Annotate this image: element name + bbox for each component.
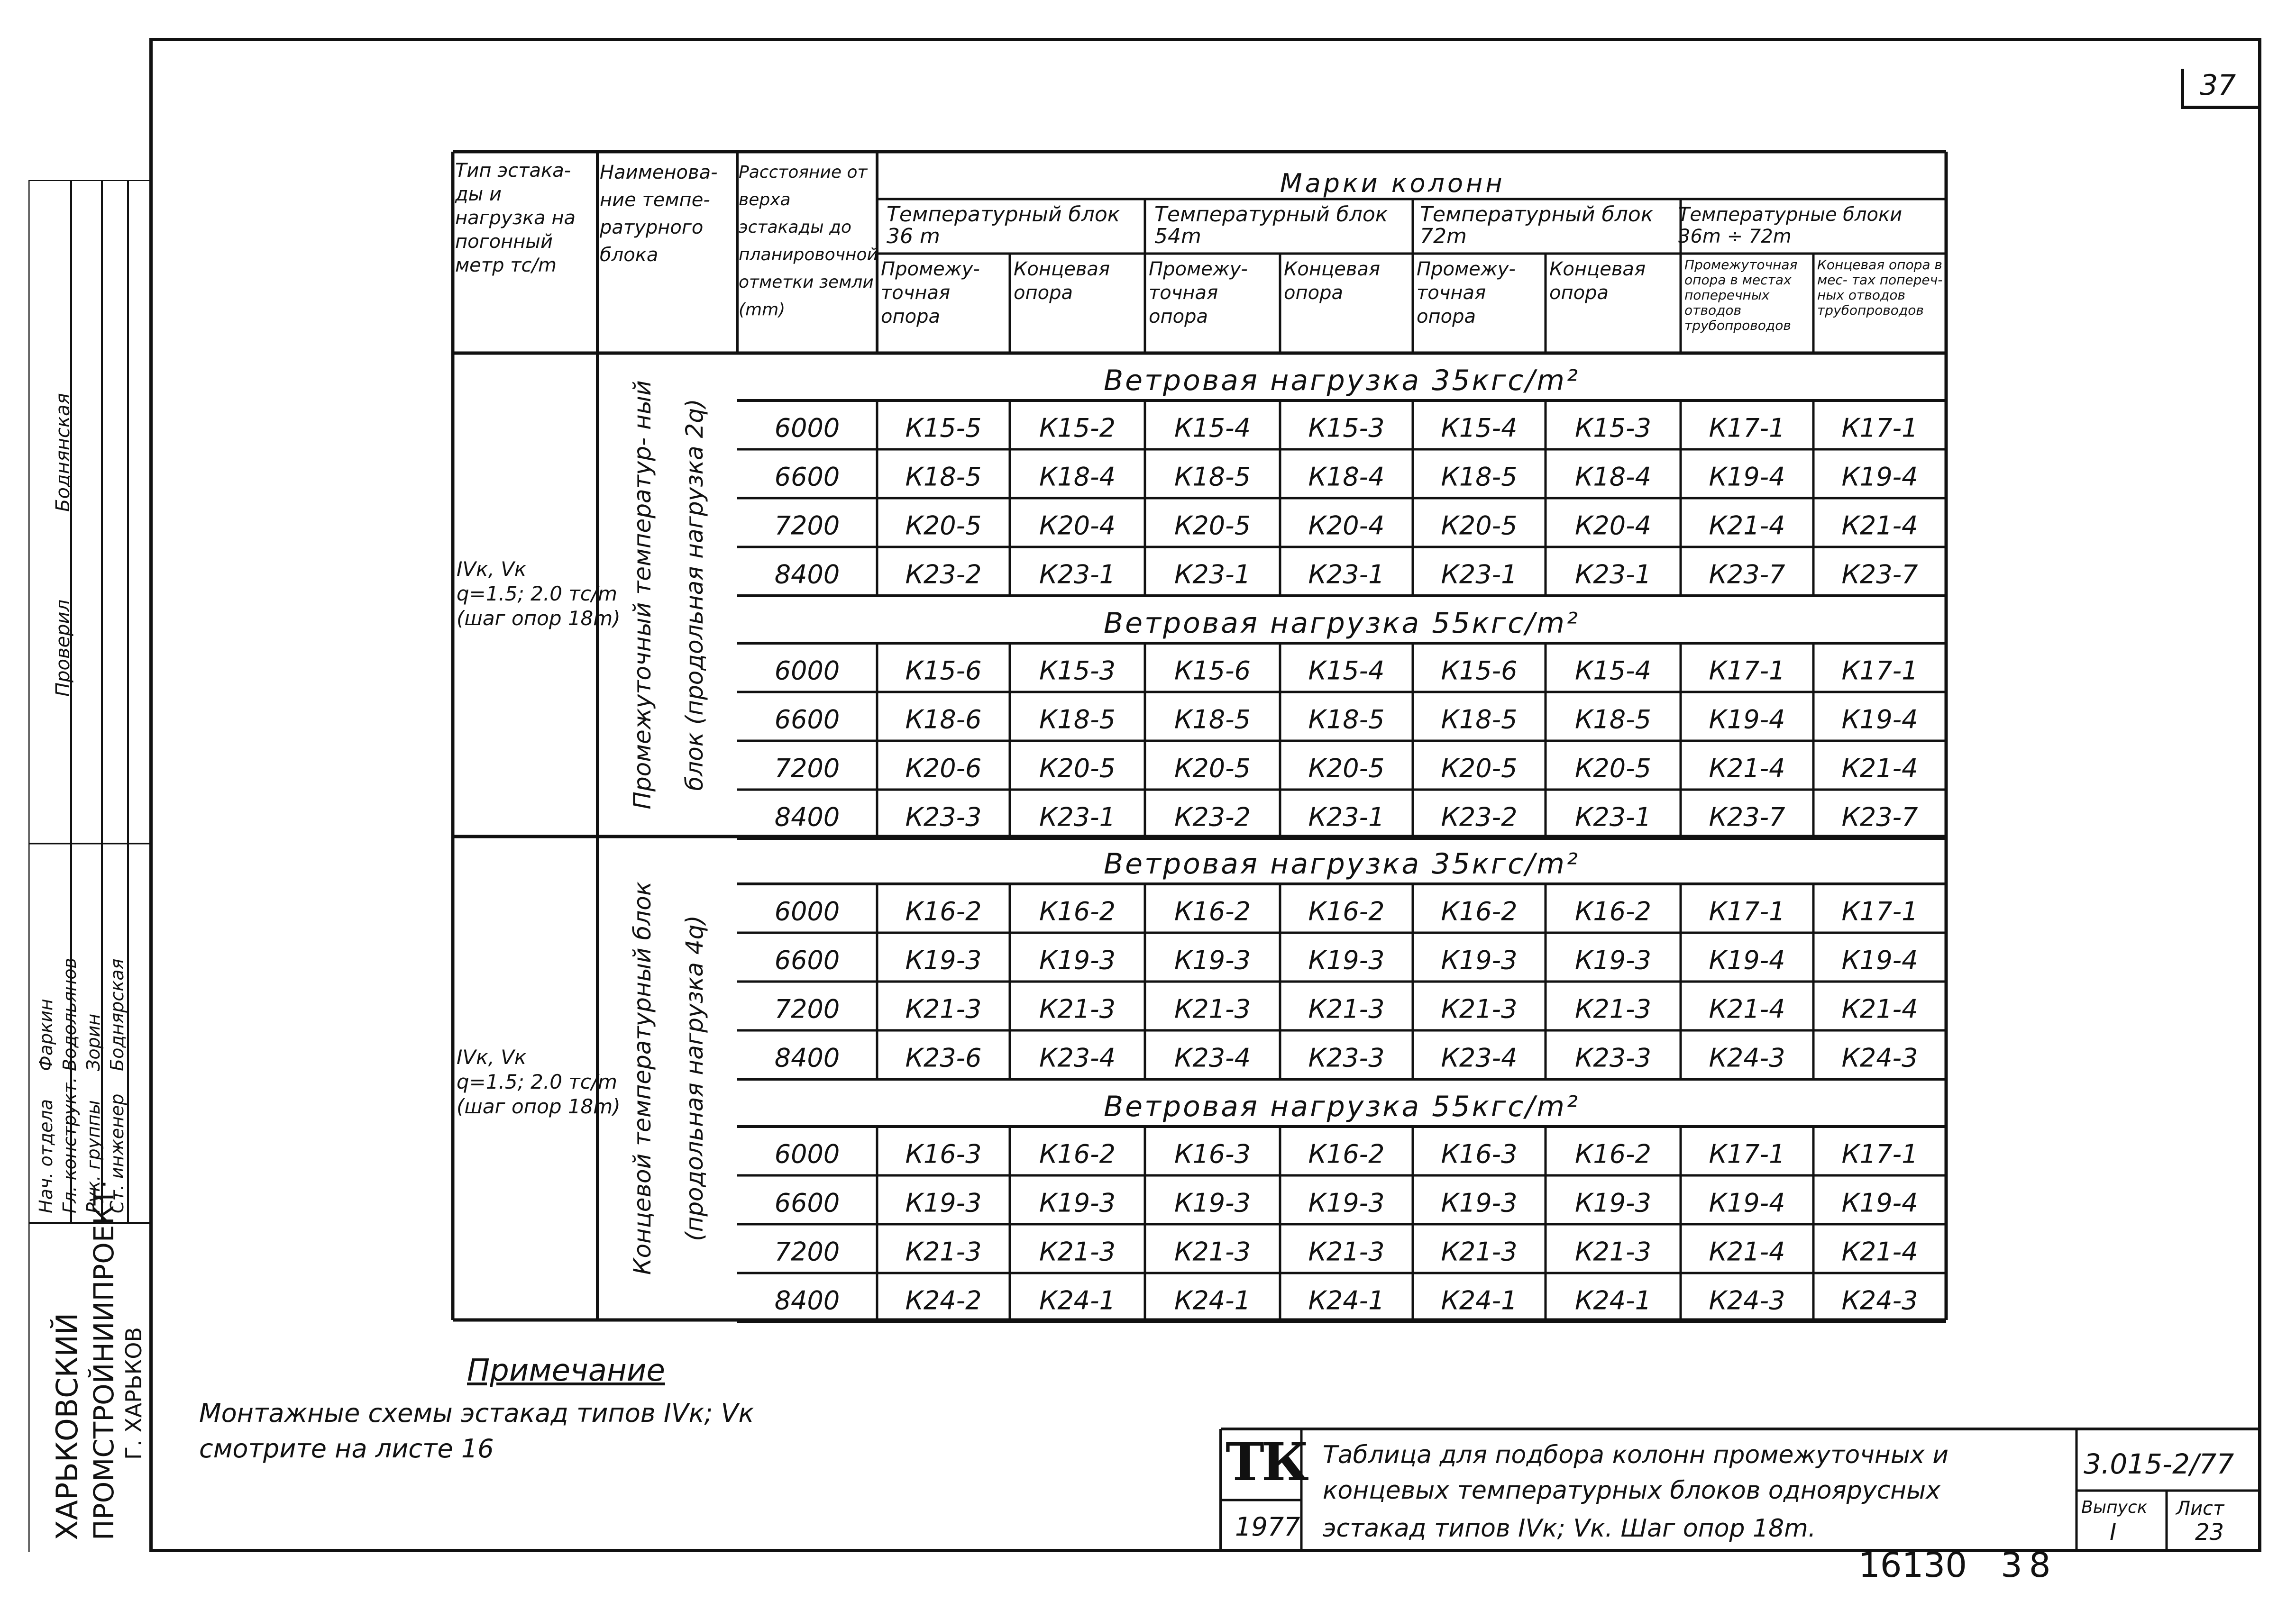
header-sub-5: Промежу- точная опора	[1417, 258, 1516, 327]
left-strip-top-label-2: Боднянская	[52, 393, 74, 512]
column-mark-cell: К21-3	[1441, 994, 1518, 1024]
column-mark-cell: К18-5	[905, 462, 982, 491]
column-mark-cell: К20-5	[905, 510, 982, 540]
distance-cell: 8400	[774, 1043, 840, 1073]
role-1: Нач. отдела	[36, 1099, 56, 1213]
header-marks: Марки колонн	[1280, 168, 1505, 198]
column-mark-cell: К21-3	[1039, 1237, 1116, 1266]
column-mark-cell: К17-1	[1709, 413, 1785, 443]
column-mark-cell: К19-3	[1174, 1188, 1251, 1218]
header-type-text: Тип эстака- ды и нагрузка на погонный метр тс/m	[455, 160, 576, 276]
column-mark-cell: К20-5	[1174, 753, 1251, 783]
column-mark-cell: К18-4	[1039, 462, 1116, 491]
column-mark-cell: К18-5	[1441, 704, 1518, 734]
column-mark-cell: К24-1	[1039, 1285, 1116, 1315]
org-line-1: ХАРЬКОВСКИЙ	[50, 1312, 84, 1540]
header-block-name-text: Наименова- ние темпе- ратурного блока	[600, 162, 718, 266]
org-line-3: Г. ХАРЬКОВ	[121, 1327, 146, 1460]
column-mark-cell: К16-3	[1174, 1139, 1251, 1169]
column-mark-cell: К17-1	[1709, 655, 1785, 685]
column-mark-cell: К15-4	[1441, 413, 1518, 443]
column-mark-cell: К15-4	[1575, 655, 1651, 685]
column-mark-cell: К21-4	[1709, 510, 1785, 540]
column-mark-cell: К19-3	[1174, 945, 1251, 975]
column-mark-cell: К19-3	[1308, 1188, 1385, 1218]
column-mark-cell: К23-7	[1709, 802, 1785, 832]
column-mark-cell: К19-4	[1841, 462, 1918, 491]
column-mark-cell: К20-5	[1575, 753, 1651, 783]
column-mark-cell: К16-3	[1441, 1139, 1518, 1169]
column-mark-cell: К15-6	[905, 655, 982, 685]
column-mark-cell: К20-5	[1039, 753, 1116, 783]
column-mark-cell: К17-1	[1709, 896, 1785, 926]
column-mark-cell: К16-2	[1575, 1139, 1651, 1169]
column-mark-cell: К16-2	[1174, 896, 1251, 926]
distance-cell: 7200	[774, 753, 840, 783]
title-desc-line-3: эстакад типов IVк; Vк. Шаг опор 18m.	[1323, 1514, 1816, 1543]
header-sub-4: Концевая опора	[1284, 258, 1381, 304]
column-mark-cell: К17-1	[1841, 655, 1918, 685]
column-mark-cell: К18-5	[1575, 704, 1651, 734]
wind-load-heading: Ветровая нагрузка 35кгс/m²	[1103, 847, 1580, 881]
column-mark-cell: К19-4	[1709, 704, 1785, 734]
distance-cell: 6000	[774, 413, 840, 443]
name-3: Зорин	[83, 1013, 104, 1071]
column-mark-cell: К23-3	[1575, 1043, 1651, 1073]
distance-cell: 6000	[774, 655, 840, 685]
column-mark-cell: К18-5	[1174, 462, 1251, 491]
column-mark-cell: К15-4	[1174, 413, 1251, 443]
column-mark-cell: К17-1	[1841, 1139, 1918, 1169]
column-mark-cell: К19-3	[905, 1188, 982, 1218]
section-1-type-label: IVк, Vк q=1.5; 2.0 тс/m (шаг опор 18m)	[457, 557, 621, 630]
section-2-type-label: IVк, Vк q=1.5; 2.0 тс/m (шаг опор 18m)	[457, 1046, 621, 1118]
column-mark-cell: К18-6	[905, 704, 982, 734]
header-group-36-72-text: Температурные блоки 36m ÷ 72m	[1678, 204, 1903, 247]
note-title: Примечание	[467, 1353, 665, 1388]
distance-cell: 7200	[774, 1237, 840, 1266]
column-mark-cell: К23-1	[1039, 559, 1116, 589]
column-mark-cell: К19-3	[1039, 945, 1116, 975]
name-4: Боднярская	[107, 958, 128, 1071]
header-sub-6: Концевая опора	[1549, 258, 1646, 304]
column-mark-cell: К24-3	[1841, 1043, 1918, 1073]
column-mark-cell: К16-2	[1039, 896, 1116, 926]
column-mark-cell: К23-1	[1039, 802, 1116, 832]
column-mark-cell: К24-1	[1441, 1285, 1518, 1315]
distance-cell: 6600	[774, 462, 840, 491]
column-mark-cell: К24-2	[905, 1285, 982, 1315]
column-mark-cell: К19-4	[1841, 945, 1918, 975]
column-mark-cell: К16-2	[1039, 1139, 1116, 1169]
column-mark-cell: К15-3	[1575, 413, 1651, 443]
column-mark-cell: К21-4	[1841, 510, 1918, 540]
column-mark-cell: К19-3	[1575, 945, 1651, 975]
column-mark-cell: К18-4	[1575, 462, 1651, 491]
column-mark-cell: К21-3	[1308, 1237, 1385, 1266]
distance-cell: 6600	[774, 1188, 840, 1218]
column-mark-cell: К19-3	[1441, 1188, 1518, 1218]
note-line-1: Монтажные схемы эстакад типов IVк; Vк	[199, 1398, 754, 1428]
column-mark-cell: К23-7	[1841, 802, 1918, 832]
column-mark-cell: К23-1	[1441, 559, 1518, 589]
issue-label: Выпуск	[2081, 1498, 2148, 1517]
column-mark-cell: К15-2	[1039, 413, 1116, 443]
column-mark-cell: К16-2	[1441, 896, 1518, 926]
distance-cell: 6600	[774, 945, 840, 975]
distance-cell: 6000	[774, 1139, 840, 1169]
column-mark-cell: К23-1	[1575, 802, 1651, 832]
column-mark-cell: К23-2	[1441, 802, 1518, 832]
wind-load-heading: Ветровая нагрузка 55кгс/m²	[1103, 607, 1580, 640]
column-mark-cell: К19-3	[1575, 1188, 1651, 1218]
column-mark-cell: К21-3	[1575, 1237, 1651, 1266]
left-strip-top-label-1: Проверил	[52, 599, 74, 697]
column-mark-cell: К21-4	[1841, 994, 1918, 1024]
column-mark-cell: К20-5	[1308, 753, 1385, 783]
column-mark-cell: К20-5	[1174, 510, 1251, 540]
column-mark-cell: К17-1	[1709, 1139, 1785, 1169]
distance-cell: 8400	[774, 559, 840, 589]
column-mark-cell: К21-3	[1174, 1237, 1251, 1266]
column-mark-cell: К21-3	[905, 1237, 982, 1266]
column-mark-cell: К15-5	[905, 413, 982, 443]
column-mark-cell: К23-4	[1039, 1043, 1116, 1073]
column-mark-cell: К21-3	[905, 994, 982, 1024]
column-mark-cell: К23-1	[1174, 559, 1251, 589]
column-mark-cell: К20-4	[1575, 510, 1651, 540]
column-mark-cell: К19-4	[1841, 704, 1918, 734]
column-mark-cell: К20-5	[1441, 753, 1518, 783]
column-mark-cell: К16-2	[1308, 896, 1385, 926]
distance-cell: 6600	[774, 704, 840, 734]
logo-tk: ТК	[1226, 1431, 1306, 1492]
corner-number: 37	[2200, 69, 2236, 102]
column-mark-cell: К19-3	[1441, 945, 1518, 975]
column-mark-cell: К23-1	[1308, 559, 1385, 589]
title-year: 1977	[1235, 1512, 1300, 1542]
column-mark-cell: К24-3	[1709, 1285, 1785, 1315]
column-mark-cell: К21-3	[1174, 994, 1251, 1024]
column-mark-cell: К18-5	[1441, 462, 1518, 491]
title-desc-line-2: концевых температурных блоков одноярусных	[1323, 1476, 1940, 1505]
column-mark-cell: К23-7	[1709, 559, 1785, 589]
column-mark-cell: К21-3	[1039, 994, 1116, 1024]
column-mark-cell: К19-4	[1841, 1188, 1918, 1218]
column-mark-cell: К19-4	[1709, 1188, 1785, 1218]
column-mark-cell: К21-4	[1841, 1237, 1918, 1266]
distance-cell: 7200	[774, 994, 840, 1024]
header-sub-7: Промежуточная опора в местах поперечных отводов трубопроводов	[1684, 257, 1798, 333]
header-sub-2: Концевая опора	[1014, 258, 1110, 304]
column-mark-cell: К23-4	[1441, 1043, 1518, 1073]
header-group-36-text: Температурный блок 36 m	[887, 202, 1120, 248]
column-mark-cell: К17-1	[1841, 896, 1918, 926]
column-mark-cell: К23-1	[1575, 559, 1651, 589]
distance-cell: 6000	[774, 896, 840, 926]
column-mark-cell: К23-6	[905, 1043, 982, 1073]
header-sub-3: Промежу- точная опора	[1149, 258, 1248, 327]
column-mark-cell: К21-4	[1709, 753, 1785, 783]
column-mark-cell: К23-3	[905, 802, 982, 832]
column-mark-cell: К15-6	[1174, 655, 1251, 685]
org-line-2: ПРОМСТРОЙНИИПРОЕКТ·	[88, 1180, 120, 1540]
column-mark-cell: К18-5	[1308, 704, 1385, 734]
column-mark-cell: К16-2	[1308, 1139, 1385, 1169]
header-group-54-text: Температурный блок 54m	[1154, 202, 1388, 248]
column-mark-cell: К16-3	[905, 1139, 982, 1169]
column-mark-cell: К21-3	[1575, 994, 1651, 1024]
column-mark-cell: К16-2	[905, 896, 982, 926]
column-mark-cell: К20-4	[1308, 510, 1385, 540]
column-mark-cell: К20-4	[1039, 510, 1116, 540]
column-mark-cell: К24-1	[1575, 1285, 1651, 1315]
column-mark-cell: К20-5	[1441, 510, 1518, 540]
wind-load-heading: Ветровая нагрузка 55кгс/m²	[1103, 1090, 1580, 1123]
column-mark-cell: К21-4	[1841, 753, 1918, 783]
distance-cell: 7200	[774, 510, 840, 540]
column-mark-cell: К23-4	[1174, 1043, 1251, 1073]
role-2: Гл. конструкт.	[59, 1077, 80, 1213]
column-mark-cell: К19-4	[1709, 945, 1785, 975]
header-distance-text: Расстояние от верха эстакады до планировочной отметки земли (mm)	[739, 163, 878, 319]
title-desc-line-1: Таблица для подбора колонн промежуточных и	[1323, 1441, 1949, 1469]
sheet-value: 23	[2195, 1519, 2224, 1546]
column-mark-cell: К18-5	[1174, 704, 1251, 734]
role-4: Ст. инженер	[107, 1093, 128, 1213]
column-mark-cell: К23-3	[1308, 1043, 1385, 1073]
header-sub-8: Концевая опора в мес- тах попереч- ных отводов трубопроводов	[1817, 257, 1943, 318]
column-mark-cell: К19-3	[905, 945, 982, 975]
column-mark-cell: К24-3	[1841, 1285, 1918, 1315]
column-mark-cell: К17-1	[1841, 413, 1918, 443]
note-line-2: смотрите на листе 16	[199, 1434, 494, 1464]
header-group-72-text: Температурный блок 72m	[1420, 202, 1654, 248]
column-mark-cell: К24-3	[1709, 1043, 1785, 1073]
column-mark-cell: К15-3	[1308, 413, 1385, 443]
column-mark-cell: К19-3	[1039, 1188, 1116, 1218]
column-mark-cell: К16-2	[1575, 896, 1651, 926]
column-mark-cell: К21-3	[1441, 1237, 1518, 1266]
sheet-label: Лист	[2176, 1498, 2224, 1519]
column-mark-cell: К15-4	[1308, 655, 1385, 685]
column-mark-cell: К21-4	[1709, 994, 1785, 1024]
header-sub-1: Промежу- точная опора	[881, 258, 980, 327]
column-mark-cell: К23-7	[1841, 559, 1918, 589]
column-mark-cell: К23-1	[1308, 802, 1385, 832]
column-mark-cell: К18-5	[1039, 704, 1116, 734]
role-3: Рук. группы	[83, 1100, 104, 1213]
column-mark-cell: К19-3	[1308, 945, 1385, 975]
column-mark-cell: К20-6	[905, 753, 982, 783]
column-mark-cell: К21-4	[1709, 1237, 1785, 1266]
column-mark-cell: К24-1	[1174, 1285, 1251, 1315]
column-mark-cell: К18-4	[1308, 462, 1385, 491]
column-mark-cell: К15-6	[1441, 655, 1518, 685]
title-code: 3.015-2/77	[2084, 1448, 2234, 1480]
section-2-block-label: Концевой температурный блок (продольная нагрузка 4q)	[629, 881, 708, 1275]
distance-cell: 8400	[774, 1285, 840, 1315]
archive-page: 38	[2001, 1545, 2058, 1585]
column-mark-cell: К24-1	[1308, 1285, 1385, 1315]
column-mark-cell: К15-3	[1039, 655, 1116, 685]
column-mark-cell: К23-2	[905, 559, 982, 589]
name-2: Водольянов	[59, 958, 80, 1071]
wind-load-heading: Ветровая нагрузка 35кгс/m²	[1103, 364, 1580, 397]
column-mark-cell: К19-4	[1709, 462, 1785, 491]
distance-cell: 8400	[774, 802, 840, 832]
issue-value: I	[2110, 1519, 2117, 1546]
archive-number: 16130	[1858, 1545, 1967, 1585]
column-mark-cell: К21-3	[1308, 994, 1385, 1024]
column-mark-cell: К23-2	[1174, 802, 1251, 832]
section-1-block-label: Промежуточный температур- ный блок (продольная нагрузка 2q)	[629, 380, 708, 810]
name-1: Фаркин	[36, 999, 56, 1071]
